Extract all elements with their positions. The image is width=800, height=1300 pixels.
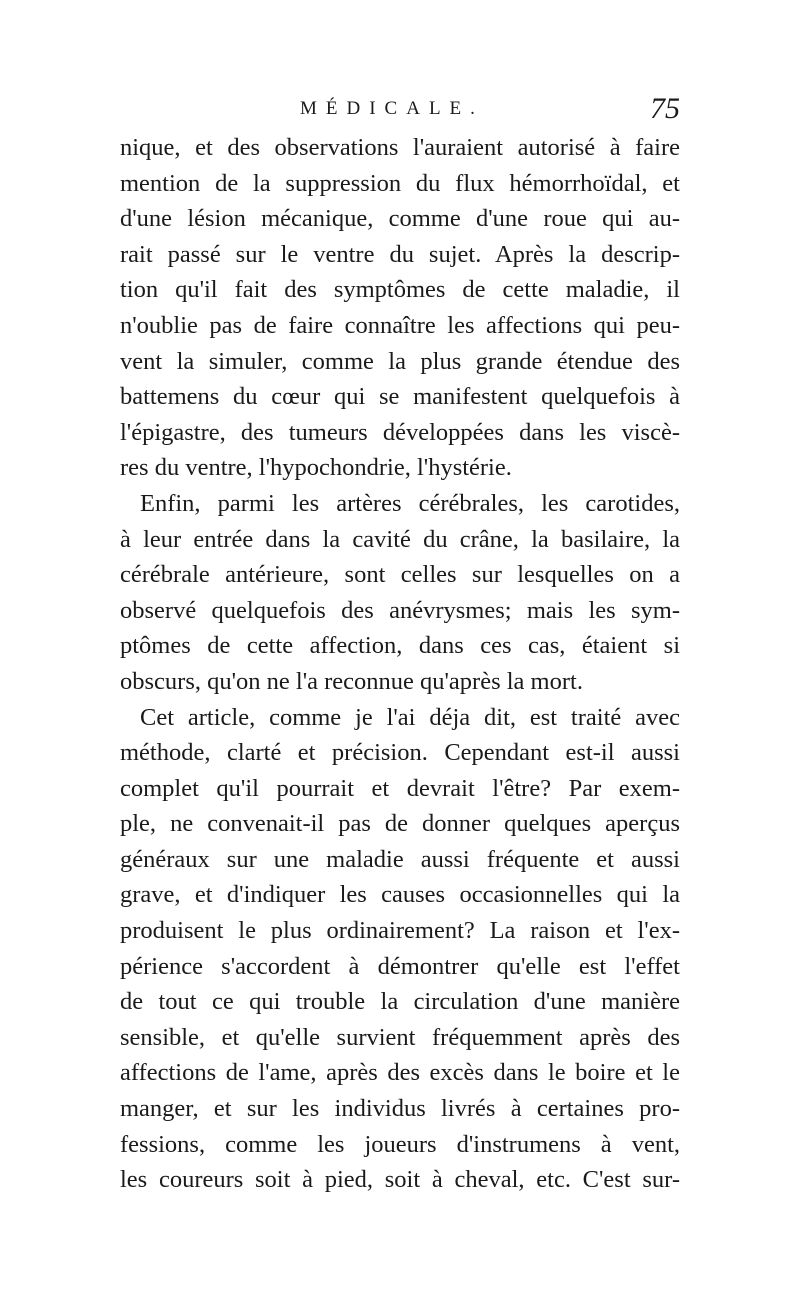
text-line: nique, et des observations l'auraient autorisé à faire	[120, 134, 680, 161]
text-line: à leur entrée dans la cavité du crâne, la basilaire, la	[120, 525, 680, 553]
text-line: battemens du cœur qui se manifestent quelquefois à	[120, 383, 680, 411]
text-line: les coureurs soit à pied, soit à cheval, etc. C'est sur-	[120, 1166, 680, 1194]
text-line: fessions, comme les joueurs d'instrumens à vent,	[120, 1130, 680, 1158]
text-line: affections de l'ame, après des excès dans le boire et le	[120, 1059, 680, 1087]
text-line: ptômes de cette affection, dans ces cas, étaient si	[120, 632, 680, 660]
text-line: Cet article, comme je l'ai déja dit, est traité avec	[140, 703, 680, 731]
body-text	[120, 130, 680, 1198]
text-line: produisent le plus ordinairement? La raison et l'ex-	[120, 917, 680, 945]
text-line: ple, ne convenait-il pas de donner quelques aperçus	[120, 810, 680, 838]
text-line: cérébrale antérieure, sont celles sur lesquelles on a	[120, 561, 680, 589]
text-line: complet qu'il pourrait et devrait l'être? Par exem-	[120, 774, 680, 802]
text-line: généraux sur une maladie aussi fréquente et aussi	[120, 845, 680, 873]
paragraph	[120, 130, 680, 486]
text-line: sensible, et qu'elle survient fréquemment après des	[120, 1023, 680, 1051]
text-line: res du ventre, l'hypochondrie, l'hystérie.	[120, 454, 512, 482]
text-line: observé quelquefois des anévrysmes; mais les sym-	[120, 596, 680, 624]
text-line: mention de la suppression du flux hémorrhoïdal, et	[120, 169, 680, 197]
text-line: périence s'accordent à démontrer qu'elle est l'effet	[120, 952, 680, 980]
text-line: grave, et d'indiquer les causes occasionnelles qui la	[120, 881, 680, 909]
text-line: manger, et sur les individus livrés à certaines pro-	[120, 1095, 680, 1123]
text-line: Enfin, parmi les artères cérébrales, les carotides,	[140, 489, 680, 517]
text-line: d'une lésion mécanique, comme d'une roue qui au-	[120, 205, 680, 233]
text-line: n'oublie pas de faire connaître les affections qui peu-	[120, 311, 680, 339]
text-line: tion qu'il fait des symptômes de cette maladie, il	[120, 276, 680, 304]
text-line: obscurs, qu'on ne l'a reconnue qu'après la mort.	[120, 667, 583, 695]
text-line: vent la simuler, comme la plus grande étendue des	[120, 347, 680, 375]
paragraph	[120, 700, 680, 1198]
paragraph	[120, 486, 680, 700]
page-number: 75	[650, 92, 680, 125]
running-title: MÉDICALE.	[300, 98, 484, 119]
text-line: méthode, clarté et précision. Cependant est-il aussi	[120, 739, 680, 767]
running-head	[120, 92, 680, 132]
text-line: rait passé sur le ventre du sujet. Après la descrip-	[120, 240, 680, 268]
text-line: l'épigastre, des tumeurs développées dans les viscè-	[120, 418, 680, 446]
text-line: de tout ce qui trouble la circulation d'une manière	[120, 988, 680, 1016]
